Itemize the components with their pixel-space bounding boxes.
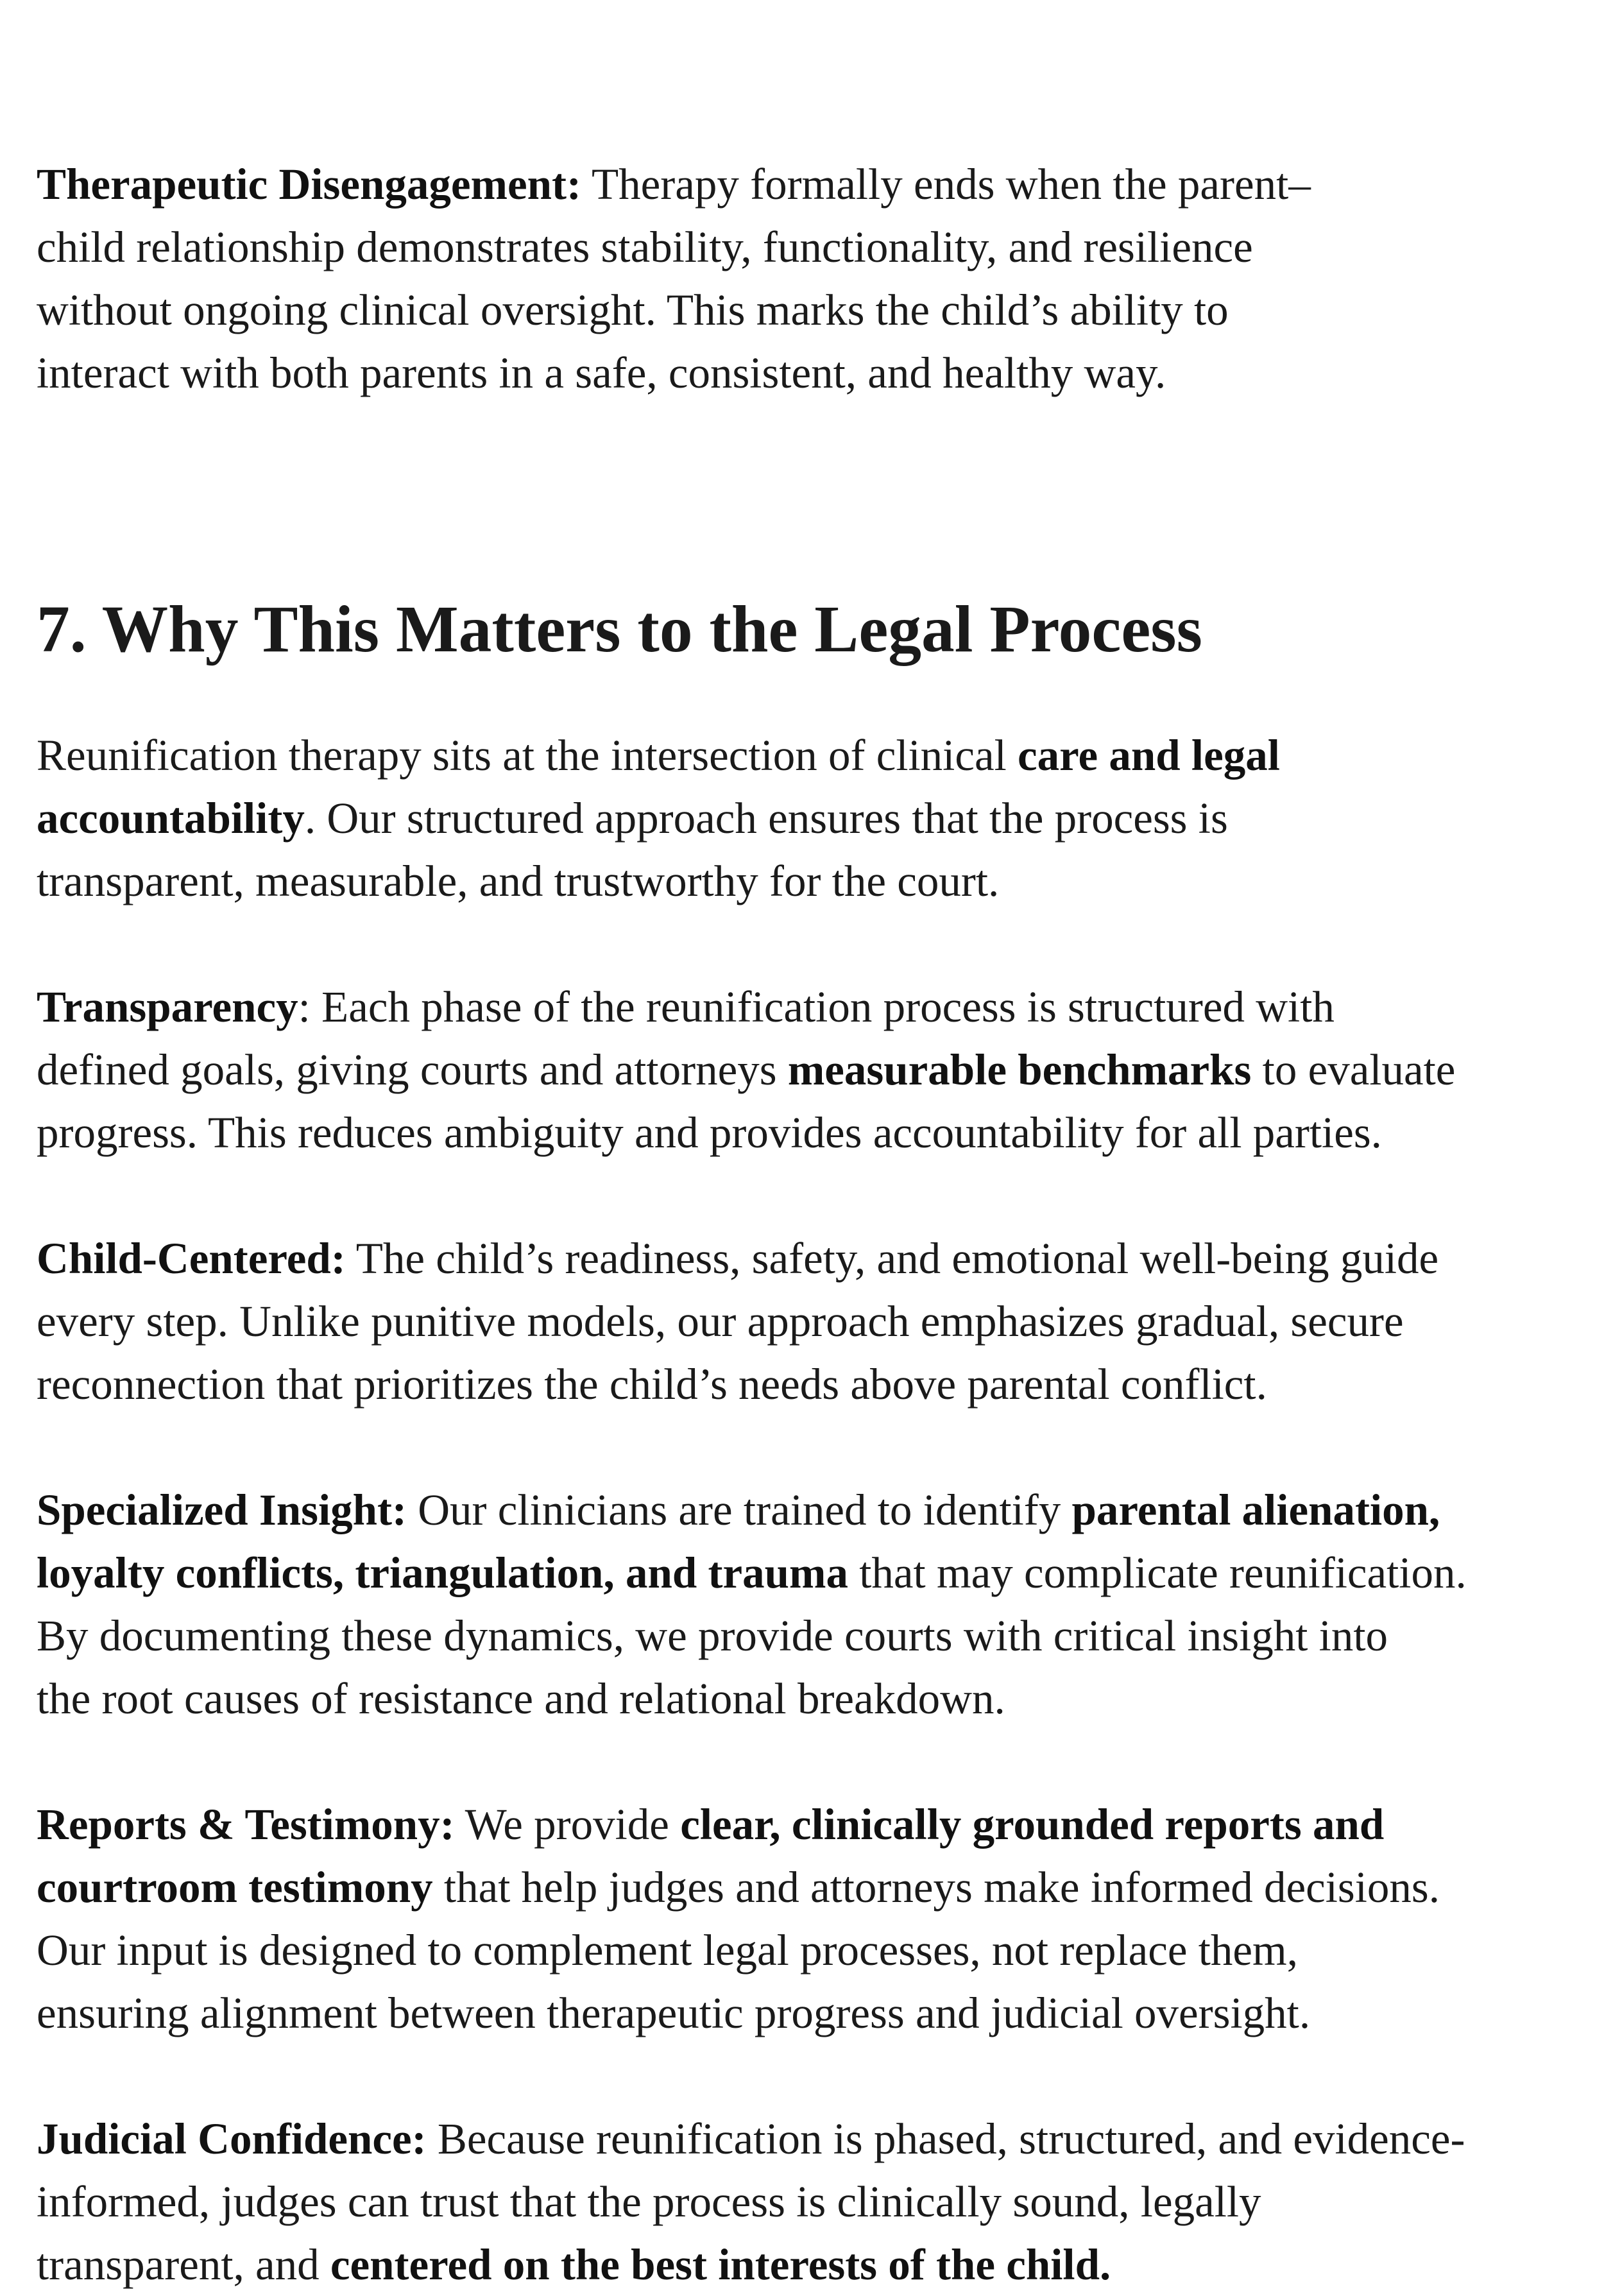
text: every step. Unlike punitive models, our approach emphasizes gradual, secure bbox=[37, 1297, 1404, 1346]
text: informed, judges can trust that the process is clinically sound, legally bbox=[37, 2177, 1261, 2226]
emphasis: measurable benchmarks bbox=[787, 1045, 1252, 1094]
text: ensuring alignment between therapeutic progress and judicial oversight. bbox=[37, 1989, 1311, 2037]
text: that may complicate reunification. bbox=[848, 1548, 1467, 1597]
text: Our input is designed to complement legal processes, not replace them, bbox=[37, 1926, 1298, 1975]
text: Reunification therapy sits at the intersection of clinical bbox=[37, 731, 1018, 780]
label-transparency: Transparency bbox=[37, 982, 298, 1031]
section-heading: 7. Why This Matters to the Legal Process bbox=[37, 593, 1202, 666]
text: the root causes of resistance and relational breakdown. bbox=[37, 1674, 1005, 1723]
text: We provide bbox=[454, 1800, 681, 1849]
emphasis: care and legal bbox=[1018, 731, 1280, 780]
paragraph-specialized-insight bbox=[37, 1478, 1576, 1730]
emphasis: loyalty conflicts, triangulation, and trauma bbox=[37, 1548, 849, 1597]
text: By documenting these dynamics, we provide courts with critical insight into bbox=[37, 1611, 1388, 1660]
emphasis: clear, clinically grounded reports and bbox=[680, 1800, 1385, 1849]
text: : Each phase of the reunification process is structured with bbox=[298, 982, 1335, 1031]
document-page bbox=[37, 153, 1576, 2296]
text: to evaluate bbox=[1251, 1045, 1456, 1094]
label-reports-testimony: Reports & Testimony: bbox=[37, 1800, 455, 1849]
emphasis: courtroom testimony bbox=[37, 1863, 433, 1912]
paragraph-transparency bbox=[37, 975, 1576, 1164]
text: transparent, and bbox=[37, 2240, 330, 2289]
label-therapeutic-disengagement: Therapeutic Disengagement: bbox=[37, 160, 581, 209]
emphasis: centered on the best interests of the child. bbox=[330, 2240, 1111, 2289]
text: reconnection that prioritizes the child’s needs above parental conflict. bbox=[37, 1360, 1267, 1409]
paragraph-therapeutic-disengagement bbox=[37, 153, 1576, 404]
text: defined goals, giving courts and attorneys bbox=[37, 1045, 788, 1094]
label-child-centered: Child-Centered: bbox=[37, 1234, 346, 1283]
emphasis: parental alienation, bbox=[1071, 1486, 1440, 1534]
label-specialized-insight: Specialized Insight: bbox=[37, 1486, 407, 1534]
text: The child’s readiness, safety, and emotional well-being guide bbox=[345, 1234, 1439, 1283]
text: interact with both parents in a safe, consistent, and healthy way. bbox=[37, 348, 1166, 397]
text: Our clinicians are trained to identify bbox=[406, 1486, 1072, 1534]
paragraph-intro bbox=[37, 724, 1576, 912]
label-judicial-confidence: Judicial Confidence: bbox=[37, 2114, 427, 2163]
text: Therapy formally ends when the parent– bbox=[581, 160, 1311, 209]
text: progress. This reduces ambiguity and provides accountability for all parties. bbox=[37, 1108, 1382, 1157]
text: Because reunification is phased, structured, and evidence- bbox=[426, 2114, 1465, 2163]
text: child relationship demonstrates stability, functionality, and resilience bbox=[37, 223, 1253, 271]
paragraph-judicial-confidence bbox=[37, 2107, 1576, 2296]
text: transparent, measurable, and trustworthy for the court. bbox=[37, 857, 1000, 905]
text: without ongoing clinical oversight. This marks the child’s ability to bbox=[37, 286, 1229, 334]
text: . Our structured approach ensures that the process is bbox=[304, 794, 1228, 843]
paragraph-reports-testimony bbox=[37, 1793, 1576, 2044]
emphasis: accountability bbox=[37, 794, 305, 843]
text: that help judges and attorneys make informed decisions. bbox=[432, 1863, 1440, 1912]
paragraph-child-centered bbox=[37, 1227, 1576, 1416]
